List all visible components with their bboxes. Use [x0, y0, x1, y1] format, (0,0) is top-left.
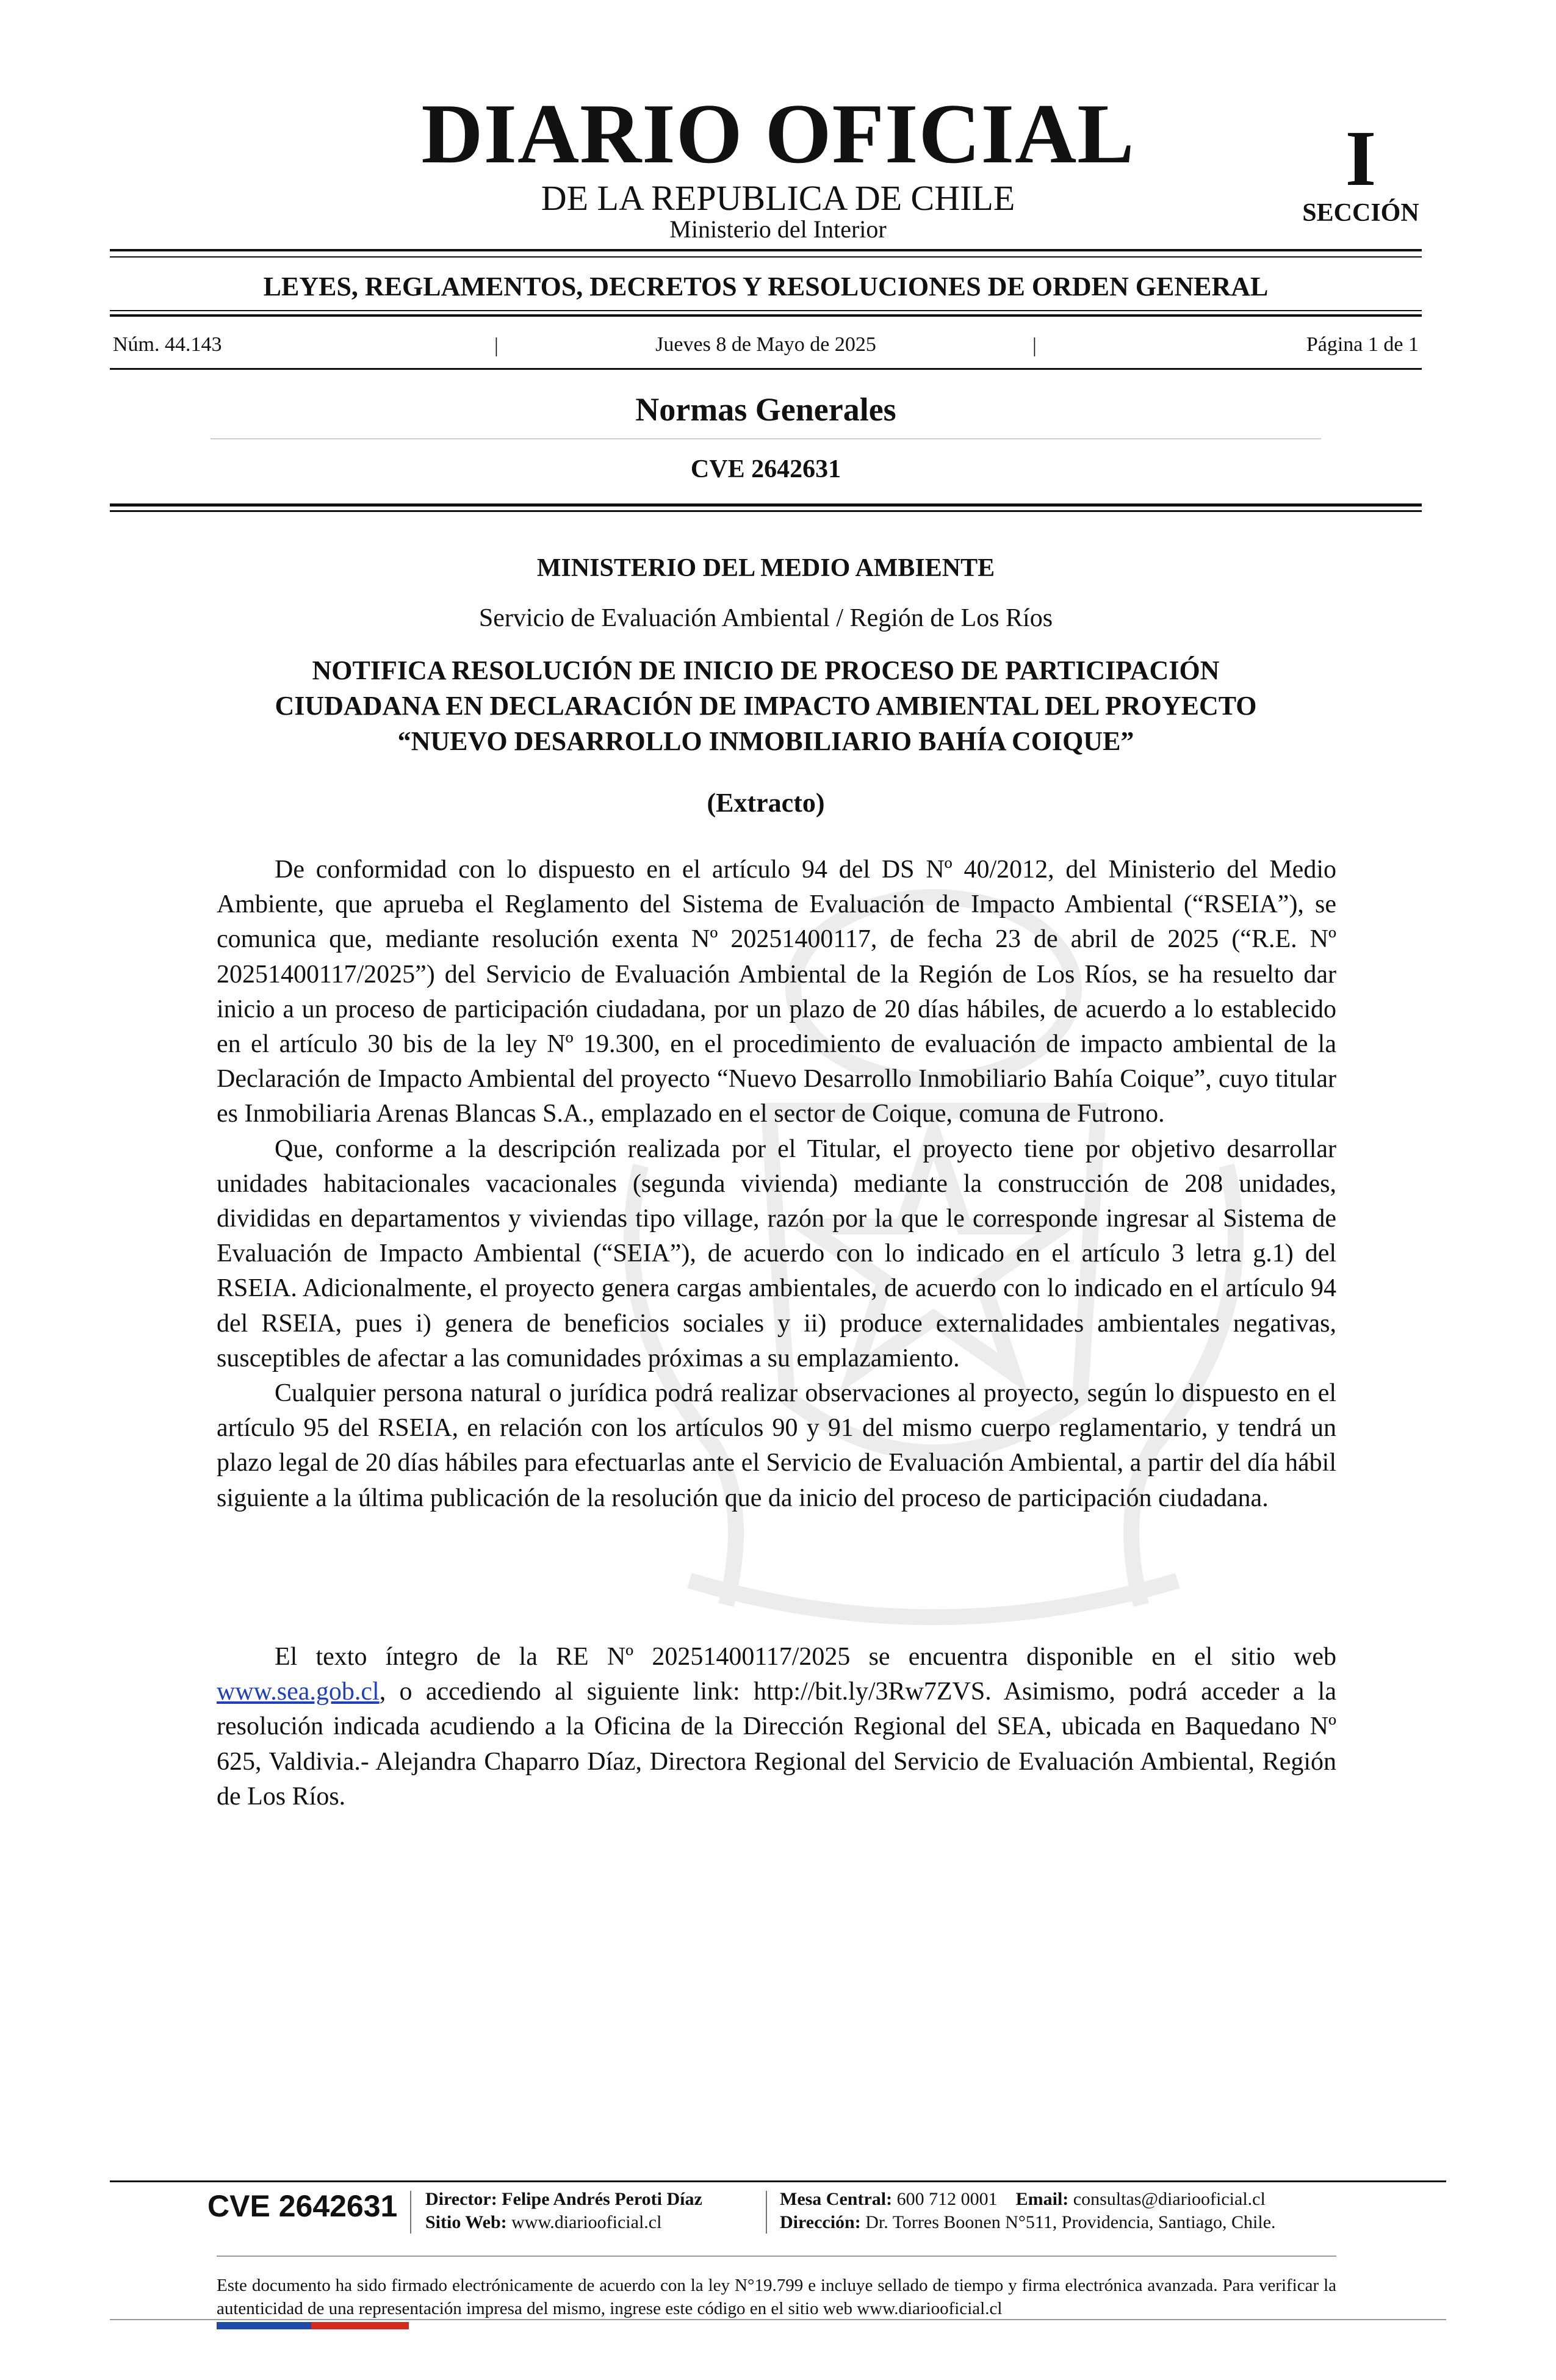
- email-label: Email:: [1015, 2189, 1069, 2209]
- document-title-line: NOTIFICA RESOLUCIÓN DE INICIO DE PROCESO DE PARTICIPACIÓN: [312, 655, 1220, 685]
- masthead-ministry: Ministerio del Interior: [669, 215, 887, 243]
- footer-divider: [410, 2191, 411, 2234]
- address-label: Dirección:: [780, 2212, 861, 2232]
- footer-rule-mid: [217, 2256, 1336, 2257]
- footer-rule-bottom: [110, 2319, 1446, 2320]
- final-paragraph-rest: , o accediendo al siguiente link: http://bit.ly/3Rw7ZVS. Asimismo, podrá acceder a la resolución indicada acudiendo a la Oficina de la Dirección Regional del SEA, ubicada en Baquedano Nº 625, Valdivia.- Alejandra Chaparro Díaz, Directora Regional del Servicio de Evaluación Ambiental, Región de Los Ríos.: [217, 1678, 1336, 1811]
- footer-director-block: [425, 2188, 702, 2234]
- address-value: Dr. Torres Boonen N°511, Providencia, Santiago, Chile.: [865, 2212, 1276, 2232]
- footer-cve: CVE 2642631: [207, 2189, 398, 2223]
- document-title-line: “NUEVO DESARROLLO INMOBILIARIO BAHÍA COIQUE”: [397, 726, 1134, 756]
- body-paragraph: Que, conforme a la descripción realizada por el Titular, el proyecto tiene por objetivo desarrollar unidades habitacionales vacacionales (segunda vivienda) mediante la construcción de 208 unidades, divididas en departamentos y viviendas tipo village, razón por la que le corresponde ingresar al Sistema de Evaluación de Impacto Ambiental (“SEIA”), de acuerdo con lo indicado en el artículo 3 letra g.1) del RSEIA. Adicionalmente, el proyecto genera cargas ambientales, de acuerdo con lo indicado en el artículo 94 del RSEIA, pues i) genera de beneficios sociales y ii) produce externalidades ambientales negativas, susceptibles de afectar a las comunidades próximas a su emplazamiento.: [217, 1134, 1336, 1372]
- site-label: Sitio Web:: [425, 2212, 507, 2232]
- flag-stripe-red: [311, 2322, 409, 2329]
- cve-heading: CVE 2642631: [690, 455, 841, 483]
- masthead-rule-top: [110, 249, 1422, 251]
- body-paragraph: De conformidad con lo dispuesto en el artículo 94 del DS Nº 40/2012, del Ministerio del Medio Ambiente, que aprueba el Reglamento del Sistema de Evaluación de Impacto Ambiental (“RSEIA”), se comunica que, mediante resolución exenta Nº 20251400117, de fecha 23 de abril de 2025 (“R.E. Nº 20251400117/2025”) del Servicio de Evaluación Ambiental de la Región de Los Ríos, se ha resuelto dar inicio a un proceso de participación ciudadana, por un plazo de 20 días hábiles, de acuerdo a lo establecido en el artículo 30 bis de la ley Nº 19.300, en el procedimiento de evaluación de impacto ambiental de la Declaración de Impacto Ambiental del proyecto “Nuevo Desarrollo Inmobiliario Bahía Coique”, cuyo titular es Inmobiliaria Arenas Blancas S.A., emplazado en el sector de Coique, comuna de Futrono.: [217, 856, 1336, 1128]
- meta-separator: |: [1032, 334, 1037, 357]
- body-text: [217, 853, 1336, 1516]
- section-title-rule: [211, 438, 1321, 439]
- section-label: SECCIÓN: [1302, 199, 1419, 227]
- extracto-label: (Extracto): [707, 788, 825, 818]
- mesa-phone: 600 712 0001: [896, 2189, 998, 2209]
- laws-heading: LEYES, REGLAMENTOS, DECRETOS Y RESOLUCIONES DE ORDEN GENERAL: [263, 272, 1269, 301]
- email-address[interactable]: consultas@diariooficial.cl: [1073, 2189, 1266, 2209]
- footer-divider: [766, 2191, 767, 2234]
- director-label: Director:: [425, 2189, 497, 2209]
- director-name: Felipe Andrés Peroti Díaz: [502, 2189, 702, 2209]
- meta-rule: [110, 368, 1422, 370]
- laws-rule-bottom: [110, 310, 1422, 311]
- footer-contact-block: [780, 2188, 1276, 2234]
- mesa-label: Mesa Central:: [780, 2189, 893, 2209]
- document-title-line: CIUDADANA EN DECLARACIÓN DE IMPACTO AMBIENTAL DEL PROYECTO: [275, 691, 1257, 721]
- masthead-subtitle: DE LA REPUBLICA DE CHILE: [541, 178, 1015, 218]
- ministry-heading: MINISTERIO DEL MEDIO AMBIENTE: [536, 554, 995, 582]
- document-title: [217, 653, 1315, 759]
- masthead-title: DIARIO OFICIAL: [421, 87, 1135, 181]
- section-title: Normas Generales: [635, 391, 896, 428]
- final-paragraph: [217, 1640, 1336, 1814]
- cve-rule-bottom: [110, 510, 1422, 512]
- issue-date: Jueves 8 de Mayo de 2025: [655, 333, 876, 356]
- issue-number: Núm. 44.143: [113, 333, 222, 356]
- meta-separator: |: [494, 334, 499, 357]
- laws-rule-bottom-thick: [110, 314, 1422, 317]
- body-paragraph: Cualquier persona natural o jurídica podrá realizar observaciones al proyecto, según lo dispuesto en el artículo 95 del RSEIA, en relación con los artículos 90 y 91 del mismo cuerpo reglamentario, y tendrá un plazo legal de 20 días hábiles para efectuarlas ante el Servicio de Evaluación Ambiental, a partir del día hábil siguiente a la última publicación de la resolución que da inicio del proceso de participación ciudadana.: [217, 1379, 1336, 1512]
- footer-disclaimer: Este documento ha sido firmado electrónicamente de acuerdo con la ley N°19.799 e incluye sellado de tiempo y firma electrónica avanzada. Para verificar la autenticidad de una representación impresa del mismo, ingrese este código en el sitio web www.diariooficial.cl: [217, 2276, 1336, 2318]
- final-paragraph-intro: El texto íntegro de la RE Nº 20251400117/2025 se encuentra disponible en el sitio web: [275, 1643, 1336, 1671]
- sea-website-link[interactable]: www.sea.gob.cl: [217, 1678, 380, 1706]
- page-indicator: Página 1 de 1: [1306, 333, 1419, 356]
- masthead-rule-top-thin: [110, 256, 1422, 258]
- site-url[interactable]: www.diariooficial.cl: [511, 2212, 662, 2232]
- section-numeral: I: [1345, 115, 1377, 203]
- cve-rule-top: [110, 503, 1422, 507]
- flag-stripe-blue: [217, 2322, 311, 2329]
- service-subheading: Servicio de Evaluación Ambiental / Región de Los Ríos: [478, 604, 1053, 632]
- footer-rule-top: [110, 2180, 1446, 2182]
